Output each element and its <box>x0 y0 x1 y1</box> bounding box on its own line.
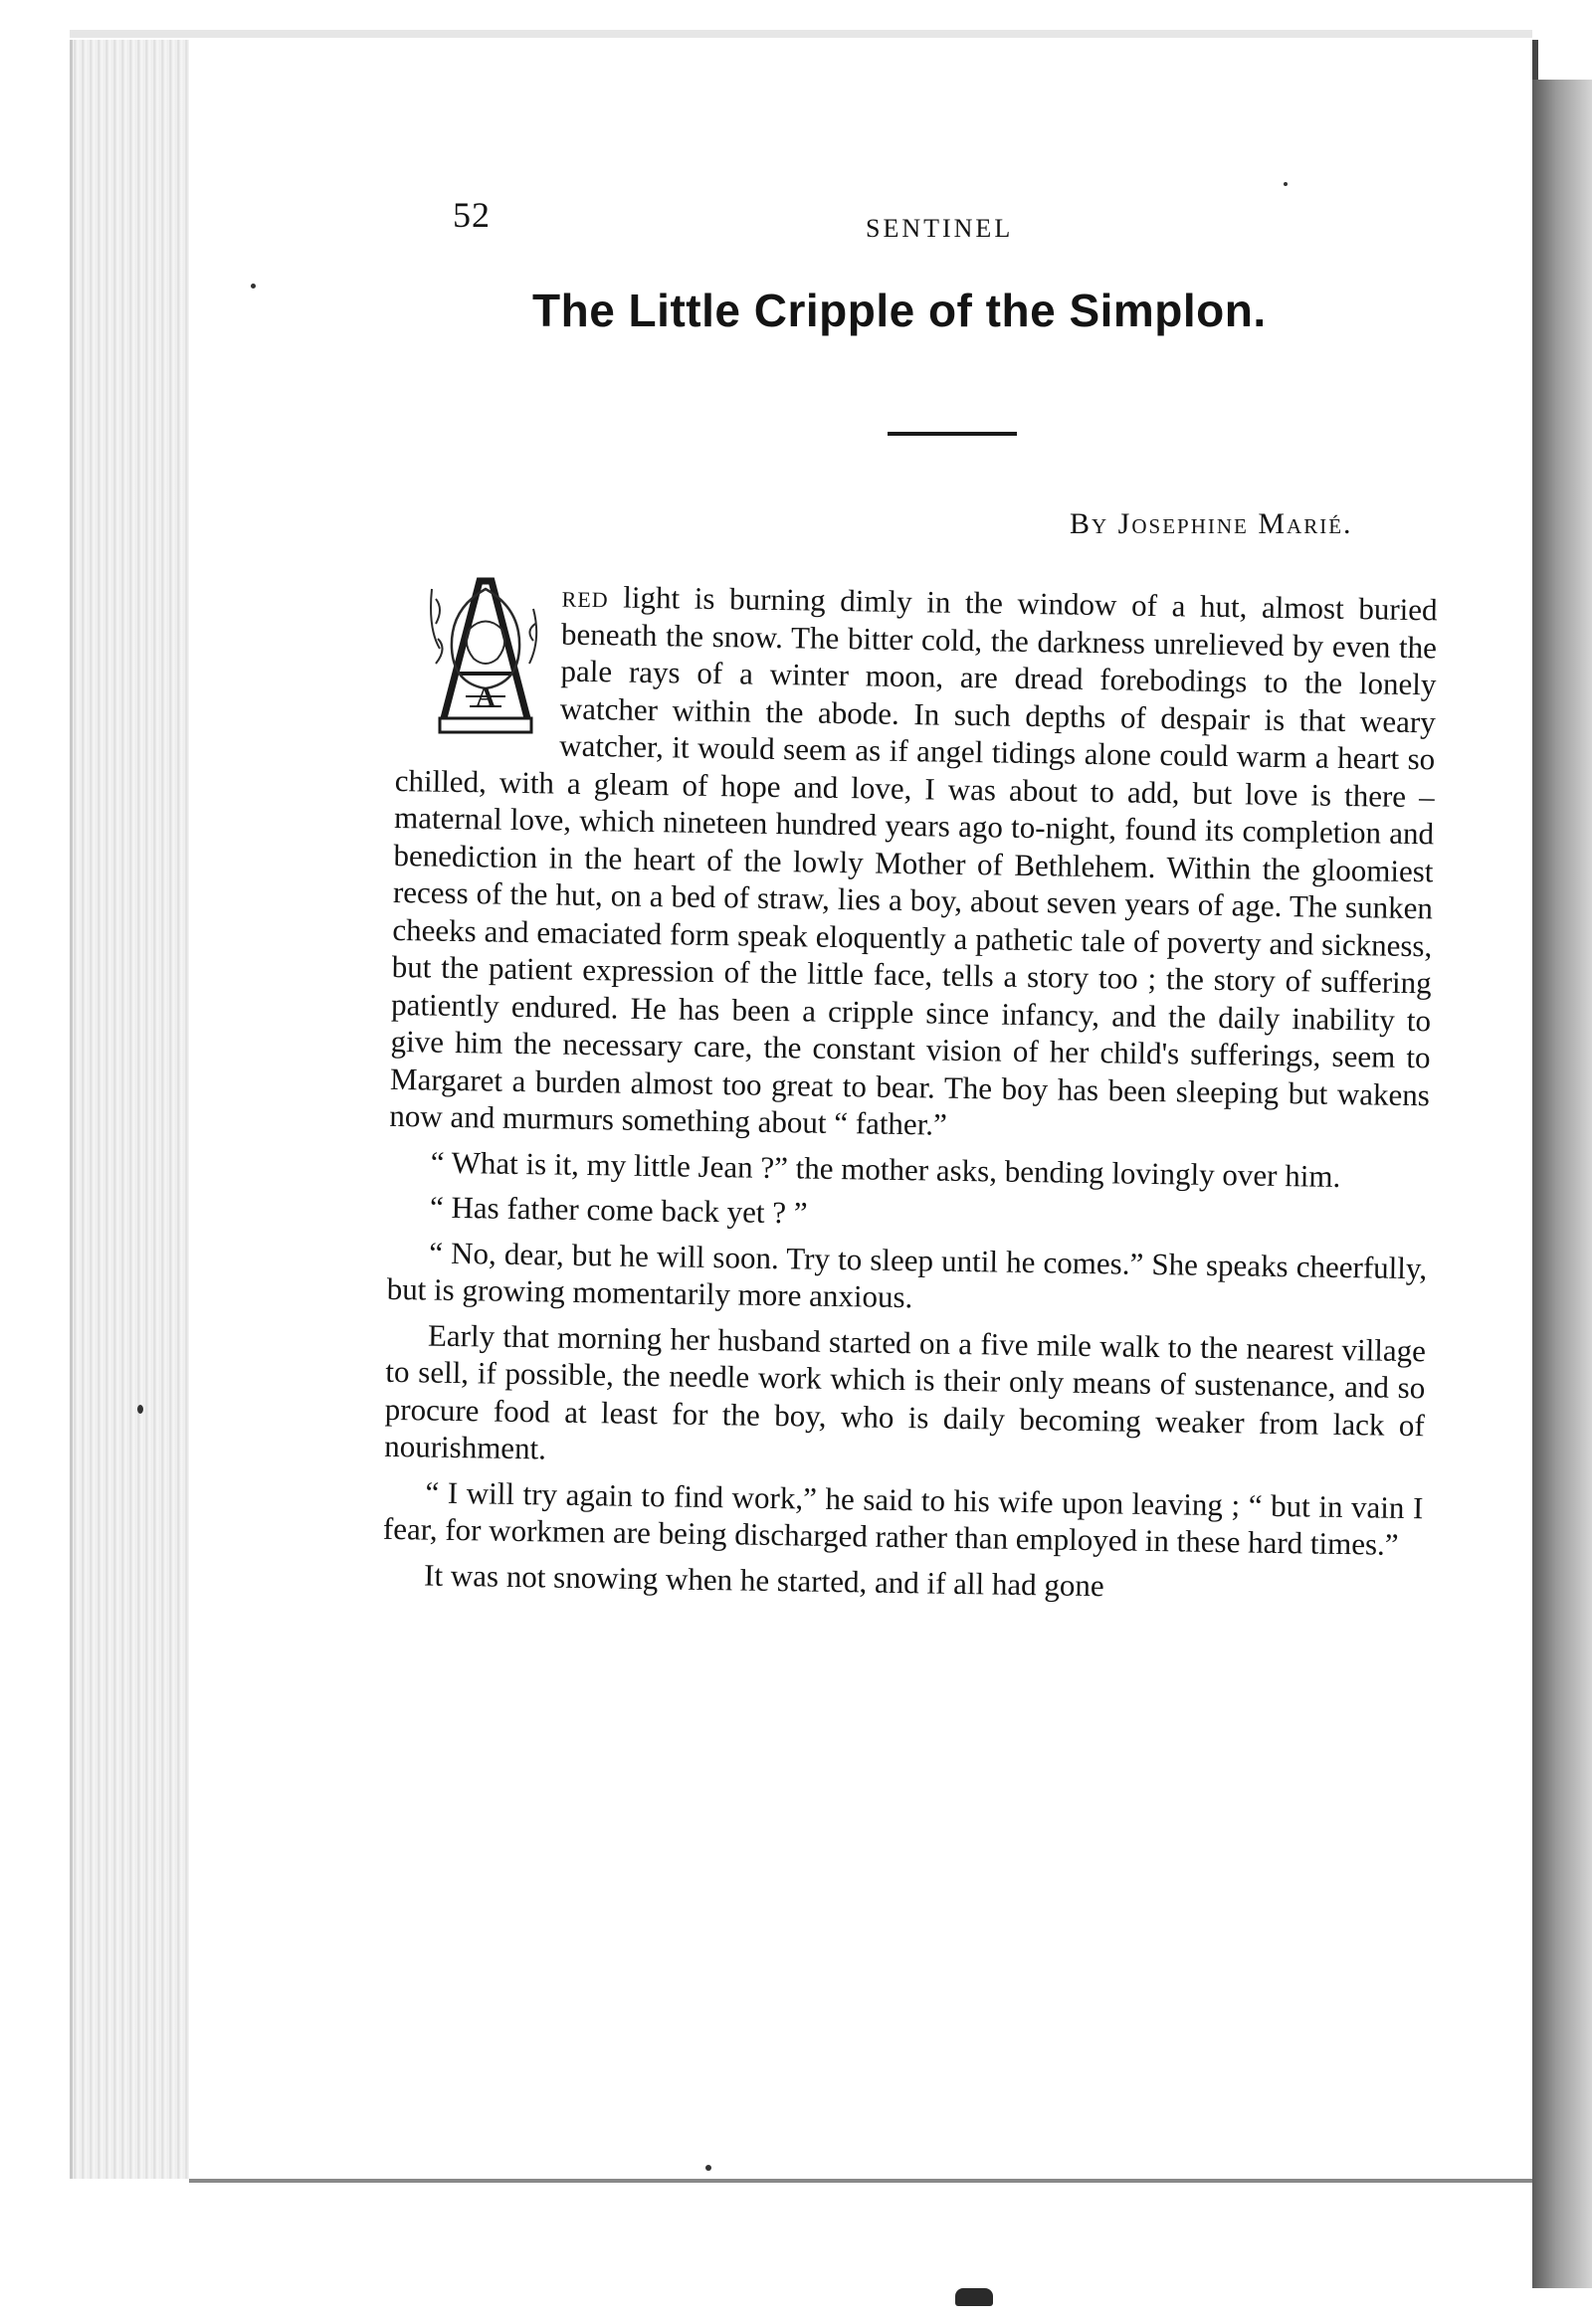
binding-shadow <box>1532 80 1592 2288</box>
opening-words: red <box>561 578 609 615</box>
running-head: SENTINEL <box>866 214 1014 243</box>
article-title: The Little Cripple of the Simplon. <box>532 285 1267 336</box>
drop-cap-letter: A <box>475 682 497 713</box>
paragraph-1-text: light is burning dimly in the window of a hut, almost buried beneath the snow. The bitter cold, the darkness unrelieved by even the pale rays of a winter moon, are dread forebodings to the lonely watcher within the abode. In such depths of despair is that weary watcher, it would seem as if angel tidings alone could warm a heart so chilled, with a gleam of hope and love, I was about to add, but love is there – maternal love, which nineteen hundred years ago to-night, found its completion and benediction in the heart of the lowly Mother of Bethlehem. Within the gloomiest recess of the hut, on a bed of straw, lies a boy, about seven years of age. The sunken cheeks and emaciated form speak eloquently a pathetic tale of poverty and sickness, but the patient expression of the little face, tells a story too ; the story of suffering patiently endured. He has been a cripple since infancy, and the daily inability to give him the necessary care, the constant vision of her child's sufferings, seem to Margaret a burden almost too great to bear. The boy has been sleeping but wakens now and murmurs something about “ father.” <box>389 579 1438 1142</box>
page-number: 52 <box>453 195 491 235</box>
paragraph-4: “ No, dear, but he will soon. Try to sleep until he comes.” She speaks cheerfully, but is growing momentarily more anxious. <box>386 1235 1428 1315</box>
page-bottom-edge <box>189 2179 1532 2183</box>
scan-speck <box>1284 182 1288 186</box>
paragraph-2: “ What is it, my little Jean ?” the mother asks, bending lovingly over him. <box>430 1144 1341 1194</box>
article-byline: By Josephine Marié. <box>1070 507 1353 540</box>
scan-speck <box>251 284 256 289</box>
page-top-edge <box>70 30 1532 38</box>
scan-speck <box>705 2165 711 2171</box>
title-divider <box>888 432 1017 436</box>
paragraph-3: “ Has father come back yet ? ” <box>429 1189 808 1231</box>
article-body <box>382 575 1438 1617</box>
paragraph-6: “ I will try again to find work,” he said to his wife upon leaving ; “ but in vain I fear, for workmen are being discharged rather than employed in these hard times.” <box>382 1474 1424 1562</box>
paragraph-5: Early that morning her husband started on a five mile walk to the nearest village to sell, if possible, the needle work which is their only means of sustenance, and so procure food at least for the boy, who is daily becoming weaker from lack of nourishment. <box>383 1317 1427 1466</box>
scan-speck <box>137 1405 143 1414</box>
paragraph-7: It was not snowing when he started, and if all had gone <box>423 1557 1104 1603</box>
paragraph-1 <box>389 575 1438 1151</box>
scan-artifact <box>955 2288 993 2306</box>
